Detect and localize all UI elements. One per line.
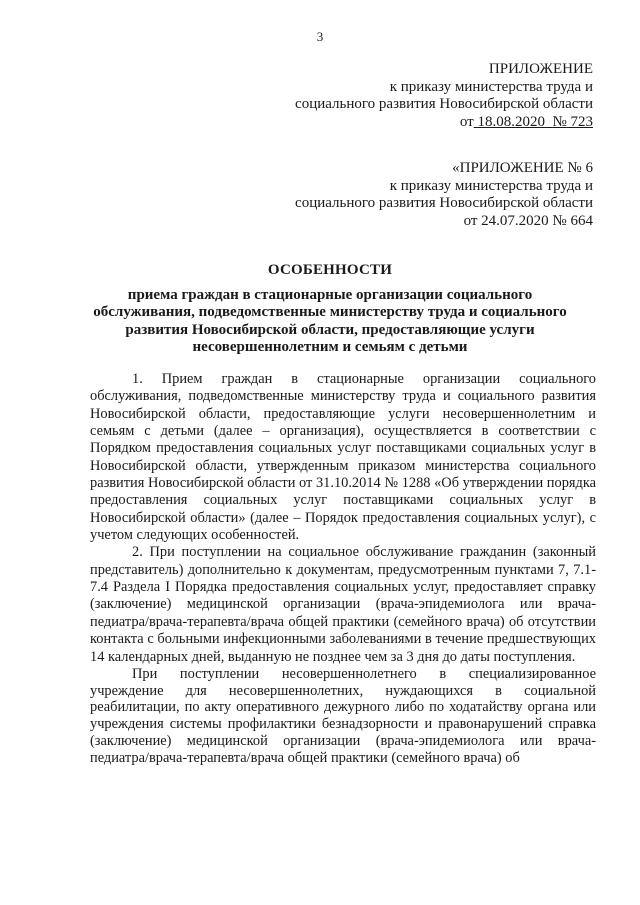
appendix-label: «ПРИЛОЖЕНИЕ № 6	[452, 160, 593, 176]
number-prefix: №	[552, 113, 567, 130]
appendix-header-current	[253, 61, 593, 131]
document-body	[90, 371, 596, 767]
order-number: 723	[570, 113, 593, 130]
appendix-line-4: от 24.07.2020 № 664	[463, 212, 593, 229]
appendix-date-line	[253, 114, 593, 132]
document-title	[60, 262, 600, 357]
appendix-line-3: социального развития Новосибирской области	[295, 96, 593, 112]
title-line-2: обслуживания, подведомственные министерству труда и социального	[93, 304, 567, 320]
title-line-1: приема граждан в стационарные организации социального	[127, 286, 533, 303]
paragraph-3: При поступлении несовершеннолетнего в специализированное учреждение для несовершеннолетних, нуждающихся в социальной реабилитации, по акту оперативного дежурного либо по ходатайству органа или учреждения системы профилактики безнадзорности и правонарушений справка (заключение) медицинской организации (врача-эпидемиолога или врача-педиатра/врача-терапевта/врача общей практики (семейного врача) об	[90, 665, 596, 766]
appendix-line-2: к приказу министерства труда и	[389, 177, 593, 194]
paragraph-2: 2. При поступлении на социальное обслуживание гражданин (законный представитель) дополнительно к документам, предусмотренным пунктами 7, 7.1-7.4 Раздела I Порядка предоставления социальных услуг, предоставляет справку (заключение) медицинской организации (врача-эпидемиолога или врача-педиатра/врача-терапевта/врача общей практики (семейного врача) об отсутствии контакта с больными инфекционными заболеваниями в течение предшествующих 14 календарных дней, выданную не позднее чем за 3 дня до даты поступления.	[90, 544, 596, 665]
appendix-line-3: социального развития Новосибирской области	[295, 195, 593, 211]
appendix-header-amended	[253, 160, 593, 230]
title-line-3: развития Новосибирской области, предоставляющие услуги	[125, 321, 535, 338]
page-number: 3	[316, 29, 324, 44]
appendix-line-2: к приказу министерства труда и	[389, 78, 593, 95]
order-date: 18.08.2020 № 723	[477, 113, 593, 130]
paragraph-1: 1. Прием граждан в стационарные организации социального обслуживания, подведомственные министерству труда и социального развития Новосибирской области, предоставляющие услуги несовершеннолетним и семьям с детьми (далее – организация), осуществляется в соответствии с Порядком предоставления социальных услуг поставщиками социальных услуг в Новосибирской области, утвержденным приказом министерства социального развития Новосибирской области от 31.10.2014 № 1288 «Об утверждении порядка предоставления социальных услуг поставщиками социальных услуг в Новосибирской области» (далее – Порядок предоставления социальных услуг), с учетом следующих особенностей.	[90, 371, 596, 544]
title-line-4: несовершеннолетним и семьям с детьми	[192, 339, 468, 355]
title-main: ОСОБЕННОСТИ	[267, 262, 393, 278]
appendix-label: ПРИЛОЖЕНИЕ	[488, 61, 593, 77]
date-prefix: от	[459, 113, 474, 130]
